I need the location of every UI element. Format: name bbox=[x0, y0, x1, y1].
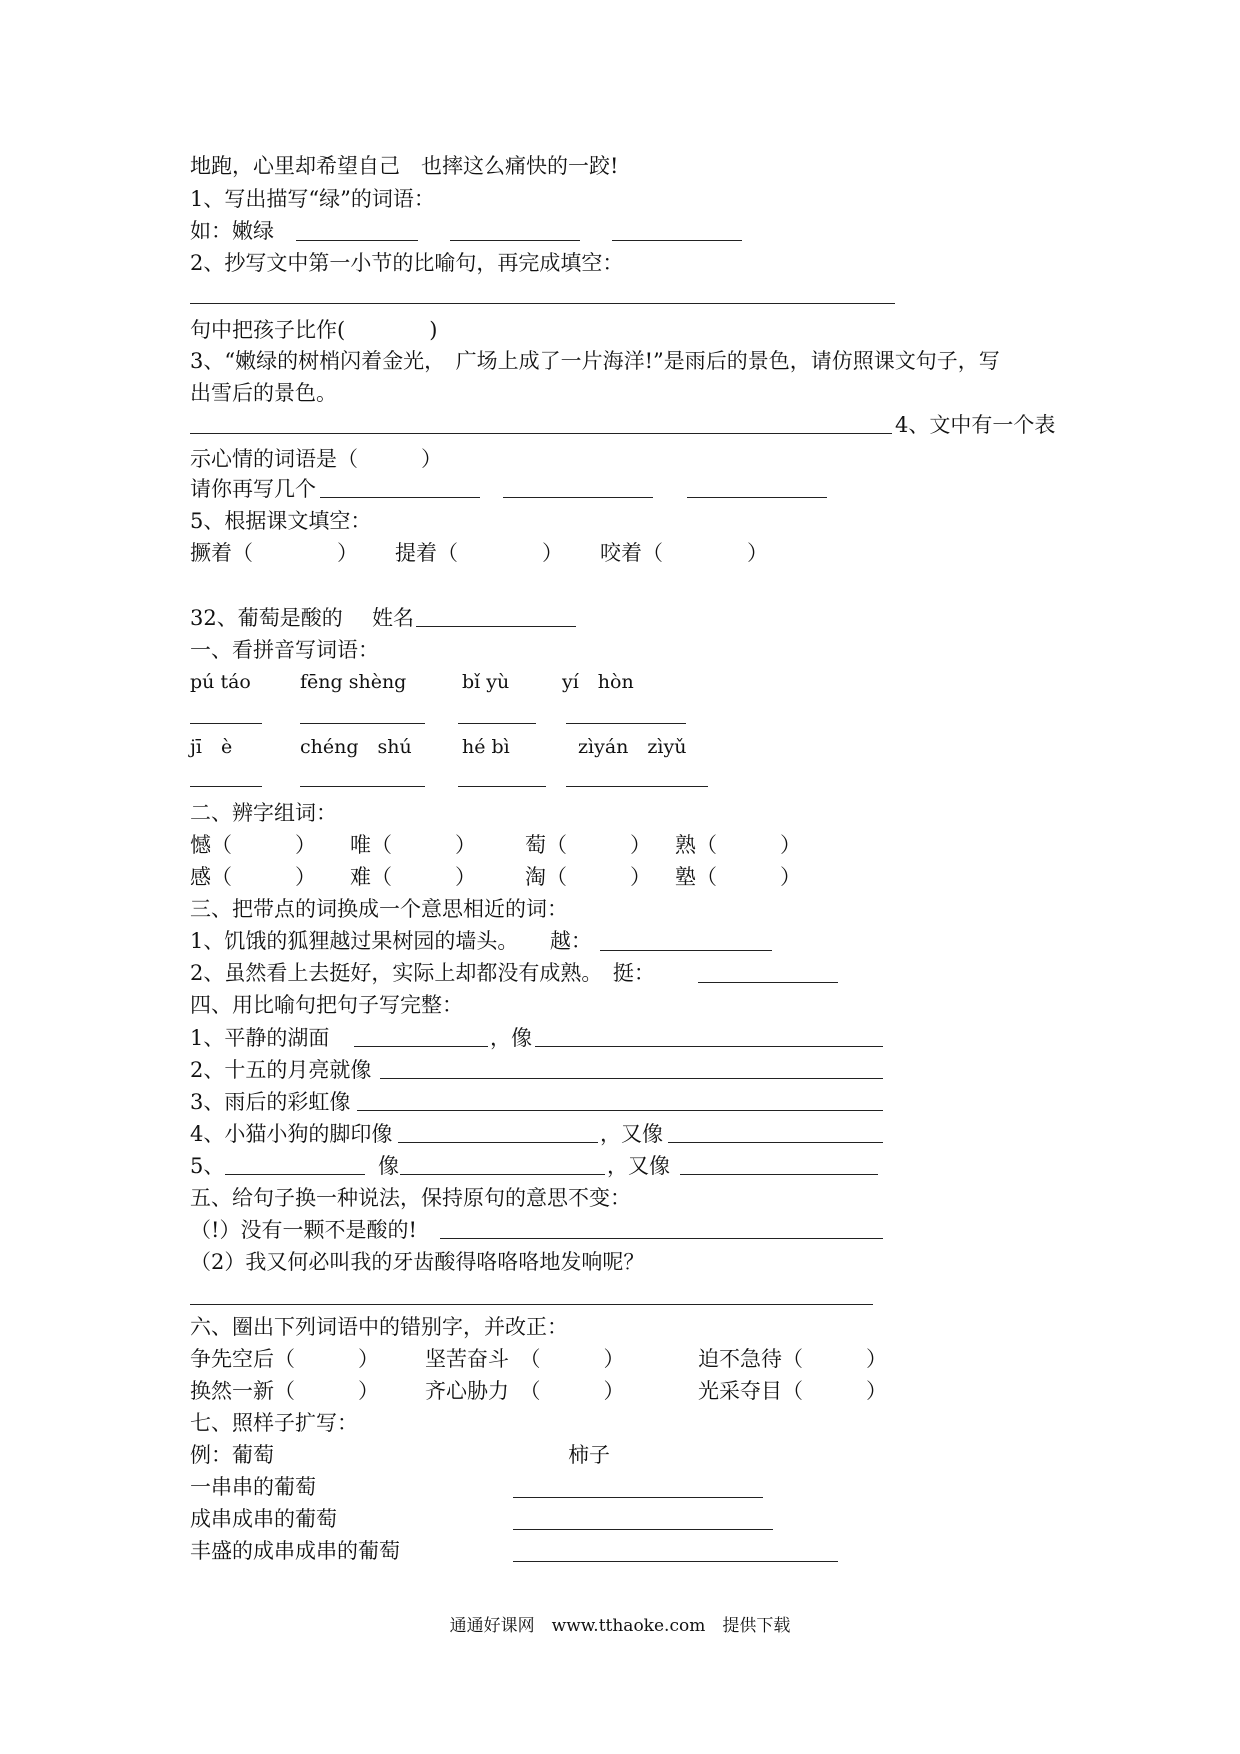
error-item: 齐心胁力 （ ） bbox=[425, 1379, 625, 1403]
section-heading: 六、圈出下列词语中的错别字，并改正： bbox=[190, 1315, 568, 1339]
answer-blank[interactable] bbox=[566, 786, 708, 787]
example-line: 例：葡萄 bbox=[190, 1443, 274, 1467]
error-item: 坚苦奋斗 （ ） bbox=[425, 1347, 625, 1371]
answer-blank[interactable] bbox=[566, 723, 686, 724]
text-line: 成串成串的葡萄 bbox=[190, 1507, 337, 1531]
pinyin: fēng shèng bbox=[300, 671, 407, 693]
char-item: 难（ ） bbox=[350, 865, 476, 889]
fill-item: 咬着（ ） bbox=[600, 541, 768, 565]
answer-blank[interactable] bbox=[296, 240, 418, 241]
pinyin: yí hòn bbox=[562, 671, 634, 693]
error-item: 光采夺目（ ） bbox=[698, 1379, 887, 1403]
name-label: 姓名 bbox=[372, 606, 414, 630]
answer-blank[interactable] bbox=[535, 1046, 883, 1047]
text-line: 1、平静的湖面 bbox=[190, 1026, 330, 1050]
answer-blank[interactable] bbox=[458, 786, 546, 787]
section-heading: 四、用比喻句把句子写完整： bbox=[190, 993, 463, 1017]
char-item: 塾（ ） bbox=[675, 865, 801, 889]
char-item: 萄（ ） bbox=[525, 833, 651, 857]
char-item: 唯（ ） bbox=[350, 833, 476, 857]
text-line: 示心情的词语是（ ） bbox=[190, 447, 442, 471]
answer-blank[interactable] bbox=[190, 303, 895, 304]
answer-blank[interactable] bbox=[400, 1174, 605, 1175]
error-item: 换然一新（ ） bbox=[190, 1379, 379, 1403]
text-line: 1、饥饿的狐狸越过果树园的墙头。 越： bbox=[190, 929, 592, 953]
question-1-title: 1、写出描写“绿”的词语： bbox=[190, 187, 435, 211]
pinyin: jī è bbox=[190, 736, 233, 758]
answer-blank[interactable] bbox=[600, 950, 772, 951]
question-3-title: 3、“嫩绿的树梢闪着金光， 广场上成了一片海洋!”是雨后的景色，请仿照课文句子，写 bbox=[190, 349, 1000, 373]
text-line: 地跑，心里却希望自己 也摔这么痛快的一跤! bbox=[190, 154, 619, 178]
example-word: 柿子 bbox=[568, 1443, 610, 1467]
answer-blank[interactable] bbox=[190, 433, 892, 434]
char-item: 熟（ ） bbox=[675, 833, 801, 857]
answer-blank[interactable] bbox=[513, 1529, 773, 1530]
answer-blank[interactable] bbox=[513, 1561, 838, 1562]
text-line: 像 bbox=[378, 1154, 399, 1178]
answer-blank[interactable] bbox=[698, 982, 838, 983]
section-heading: 二、辨字组词： bbox=[190, 801, 337, 825]
fill-item: 撅着（ ） bbox=[190, 541, 358, 565]
error-item: 迫不急待（ ） bbox=[698, 1347, 887, 1371]
answer-blank[interactable] bbox=[687, 497, 827, 498]
answer-blank[interactable] bbox=[354, 1046, 488, 1047]
text-line: 4、小猫小狗的脚印像 bbox=[190, 1122, 393, 1146]
answer-blank[interactable] bbox=[398, 1142, 598, 1143]
answer-blank[interactable] bbox=[503, 497, 653, 498]
answer-blank[interactable] bbox=[612, 240, 742, 241]
pinyin: hé bì bbox=[462, 736, 510, 758]
answer-blank[interactable] bbox=[190, 1304, 873, 1305]
example-line: 如：嫩绿 bbox=[190, 219, 274, 243]
text-line: 5、 bbox=[190, 1154, 225, 1178]
text-line: 出雪后的景色。 bbox=[190, 381, 337, 405]
page-footer: 通通好课网 www.tthaoke.com 提供下载 bbox=[449, 1616, 791, 1636]
answer-blank[interactable] bbox=[190, 723, 262, 724]
answer-blank[interactable] bbox=[668, 1142, 883, 1143]
text-line: 3、雨后的彩虹像 bbox=[190, 1090, 351, 1114]
answer-blank[interactable] bbox=[513, 1497, 763, 1498]
text-line: 请你再写几个 bbox=[190, 477, 316, 501]
text-line: （2）我又何必叫我的牙齿酸得咯咯咯地发响呢？ bbox=[190, 1250, 645, 1274]
answer-blank[interactable] bbox=[300, 723, 425, 724]
section-heading: 五、给句子换一种说法，保持原句的意思不变： bbox=[190, 1186, 631, 1210]
text-line: 2、虽然看上去挺好，实际上却都没有成熟。 挺： bbox=[190, 961, 655, 985]
question-4-title: 4、文中有一个表 bbox=[895, 413, 1056, 437]
answer-blank[interactable] bbox=[190, 786, 262, 787]
text-line: ，又像 bbox=[600, 1122, 663, 1146]
text-line: 丰盛的成串成串的葡萄 bbox=[190, 1539, 400, 1563]
answer-blank[interactable] bbox=[320, 497, 480, 498]
pinyin: chéng shú bbox=[300, 736, 412, 758]
answer-blank[interactable] bbox=[225, 1174, 365, 1175]
char-item: 淘（ ） bbox=[525, 865, 651, 889]
lesson-title: 32、葡萄是酸的 bbox=[190, 606, 343, 630]
section-heading: 一、看拼音写词语： bbox=[190, 638, 379, 662]
text-line: ，又像 bbox=[607, 1154, 670, 1178]
answer-blank[interactable] bbox=[680, 1174, 878, 1175]
answer-blank[interactable] bbox=[357, 1110, 883, 1111]
answer-blank[interactable] bbox=[300, 786, 425, 787]
answer-blank[interactable] bbox=[380, 1078, 883, 1079]
answer-blank[interactable] bbox=[440, 1238, 883, 1239]
section-heading: 七、照样子扩写： bbox=[190, 1411, 358, 1435]
fill-item: 提着（ ） bbox=[395, 541, 563, 565]
text-line: 2、十五的月亮就像 bbox=[190, 1058, 372, 1082]
answer-blank[interactable] bbox=[450, 240, 580, 241]
question-2-title: 2、抄写文中第一小节的比喻句，再完成填空： bbox=[190, 251, 624, 275]
name-blank[interactable] bbox=[416, 626, 576, 627]
char-item: 憾（ ） bbox=[190, 833, 316, 857]
pinyin: bǐ yù bbox=[462, 671, 510, 693]
section-heading: 三、把带点的词换成一个意思相近的词： bbox=[190, 897, 568, 921]
text-line: （!）没有一颗不是酸的! bbox=[190, 1218, 417, 1242]
text-line: 句中把孩子比作( ) bbox=[190, 318, 438, 342]
question-5-title: 5、根据课文填空： bbox=[190, 509, 372, 533]
pinyin: pú táo bbox=[190, 671, 251, 693]
char-item: 感（ ） bbox=[190, 865, 316, 889]
error-item: 争先空后（ ） bbox=[190, 1347, 379, 1371]
pinyin: zìyán zìyǔ bbox=[578, 736, 687, 758]
answer-blank[interactable] bbox=[458, 723, 536, 724]
text-line: 一串串的葡萄 bbox=[190, 1475, 316, 1499]
text-line: ，像 bbox=[490, 1026, 532, 1050]
